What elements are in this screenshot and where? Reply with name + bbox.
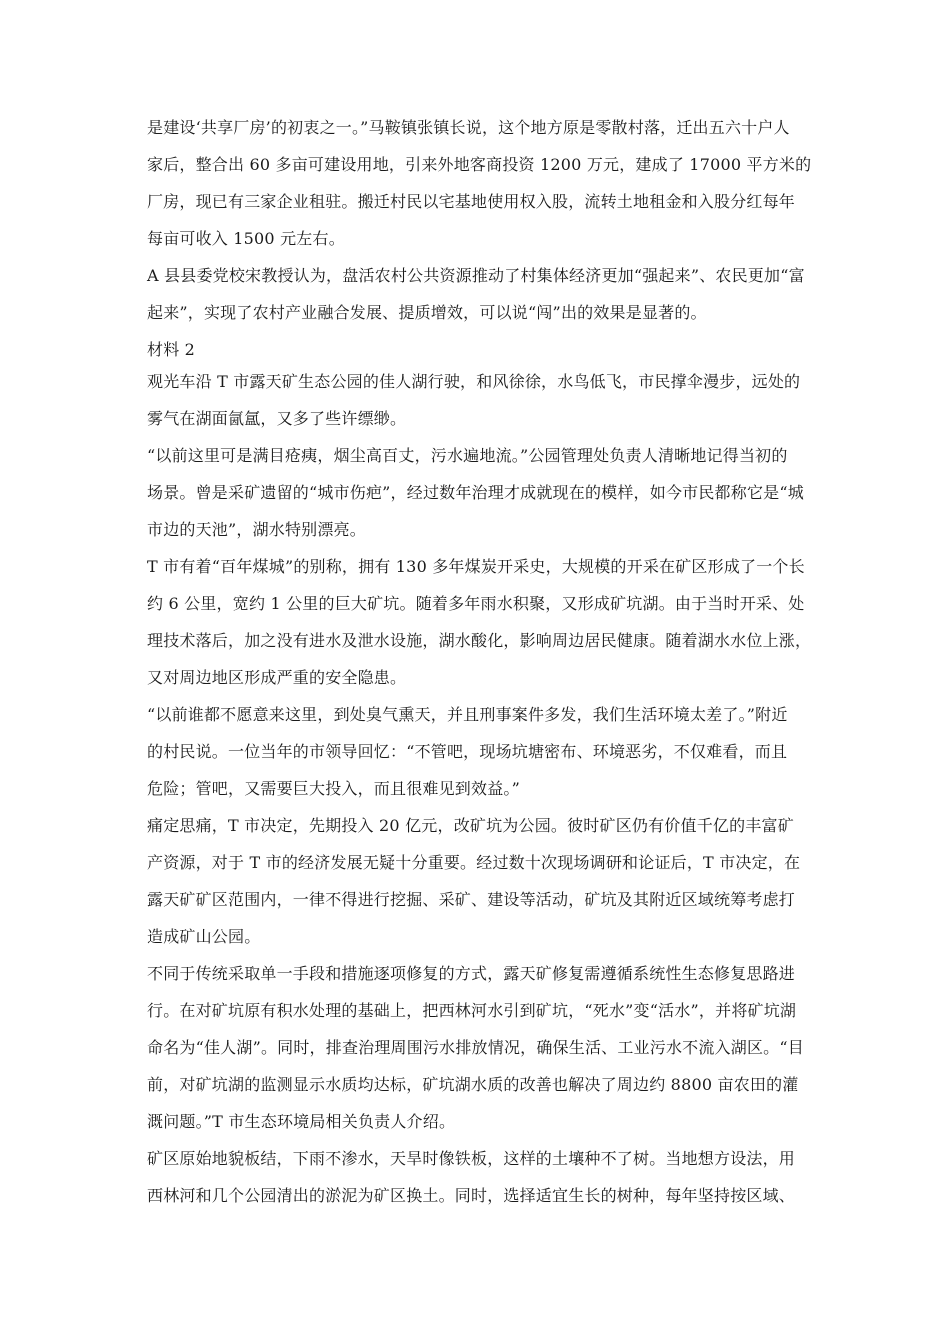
text-line: 命名为“佳人湖”。同时，排查治理周围污水排放情况，确保生活、工业污水不流入湖区。“目 — [147, 1038, 804, 1057]
text-line: 市边的天池”，湖水特别漂亮。 — [147, 520, 366, 539]
text-line: 矿区原始地貌板结，下雨不渗水，天旱时像铁板，这样的土壤种不了树。当地想方设法，用 — [147, 1149, 796, 1168]
text-line: 理技术落后，加之没有进水及泄水设施，湖水酸化，影响周边居民健康。随着湖水水位上涨， — [147, 631, 812, 650]
text-line: 前，对矿坑湖的监测显示水质均达标，矿坑湖水质的改善也解决了周边约 8800 亩农田的灌 — [147, 1075, 799, 1094]
text-line: 的村民说。一位当年的市领导回忆：“不管吧，现场坑塘密布、环境恶劣，不仅难看，而且 — [147, 742, 788, 761]
text-line: 行。在对矿坑原有积水处理的基础上，把西林河水引到矿坑，“死水”变“活水”，并将矿坑湖 — [147, 1001, 797, 1020]
text-line: 约 6 公里，宽约 1 公里的巨大矿坑。随着多年雨水积聚，又形成矿坑湖。由于当时开采、处 — [147, 594, 805, 613]
text-line: T 市有着“百年煤城”的别称，拥有 130 多年煤炭开采史，大规模的开采在矿区形成了一个长 — [147, 557, 805, 576]
text-line: 每亩可收入 1500 元左右。 — [147, 229, 345, 248]
text-line: 场景。曾是采矿遗留的“城市伤疤”，经过数年治理才成就现在的模样，如今市民都称它是“城 — [147, 483, 804, 502]
text-line: 产资源，对于 T 市的经济发展无疑十分重要。经过数十次现场调研和论证后，T 市决定，在 — [147, 853, 801, 872]
text-line: 露天矿矿区范围内，一律不得进行挖掘、采矿、建设等活动，矿坑及其附近区域统筹考虑打 — [147, 890, 796, 909]
text-line: “以前这里可是满目疮痍，烟尘高百丈，污水遍地流。”公园管理处负责人清晰地记得当初的 — [147, 446, 788, 465]
text-line: 不同于传统采取单一手段和措施逐项修复的方式，露天矿修复需遵循系统性生态修复思路进 — [147, 964, 796, 983]
text-line: 痛定思痛，T 市决定，先期投入 20 亿元，改矿坑为公园。彼时矿区仍有价值千亿的丰富矿 — [147, 816, 794, 835]
text-line: 观光车沿 T 市露天矿生态公园的佳人湖行驶，和风徐徐，水鸟低飞，市民撑伞漫步，远处的 — [147, 372, 801, 391]
text-line: 又对周边地区形成严重的安全隐患。 — [147, 668, 407, 687]
section-heading: 材料 2 — [147, 340, 196, 359]
text-line: 造成矿山公园。 — [147, 927, 261, 946]
text-line: “以前谁都不愿意来这里，到处臭气熏天，并且刑事案件多发，我们生活环境太差了。”附近 — [147, 705, 788, 724]
text-line: 溉问题。”T 市生态环境局相关负责人介绍。 — [147, 1112, 456, 1131]
text-line: A 县县委党校宋教授认为，盘活农村公共资源推动了村集体经济更加“强起来”、农民更加“富 — [147, 266, 805, 285]
text-line: 家后，整合出 60 多亩可建设用地，引来外地客商投资 1200 万元，建成了 17000 平方米的 — [147, 155, 812, 174]
text-line: 危险；管吧，又需要巨大投入，而且很难见到效益。” — [147, 779, 520, 798]
text-line: 厂房，现已有三家企业租驻。搬迁村民以宅基地使用权入股，流转土地租金和入股分红每年 — [147, 192, 796, 211]
text-line: 是建设‘共享厂房’的初衷之一。”马鞍镇张镇长说，这个地方原是零散村落，迁出五六十户人 — [147, 118, 790, 137]
text-line: 西林河和几个公园清出的淤泥为矿区换土。同时，选择适宜生长的树种，每年坚持按区域、 — [147, 1186, 796, 1205]
text-line: 起来”，实现了农村产业融合发展、提质增效，可以说“闯”出的效果是显著的。 — [147, 303, 707, 322]
text-line: 雾气在湖面氤氲，又多了些许缥缈。 — [147, 409, 407, 428]
